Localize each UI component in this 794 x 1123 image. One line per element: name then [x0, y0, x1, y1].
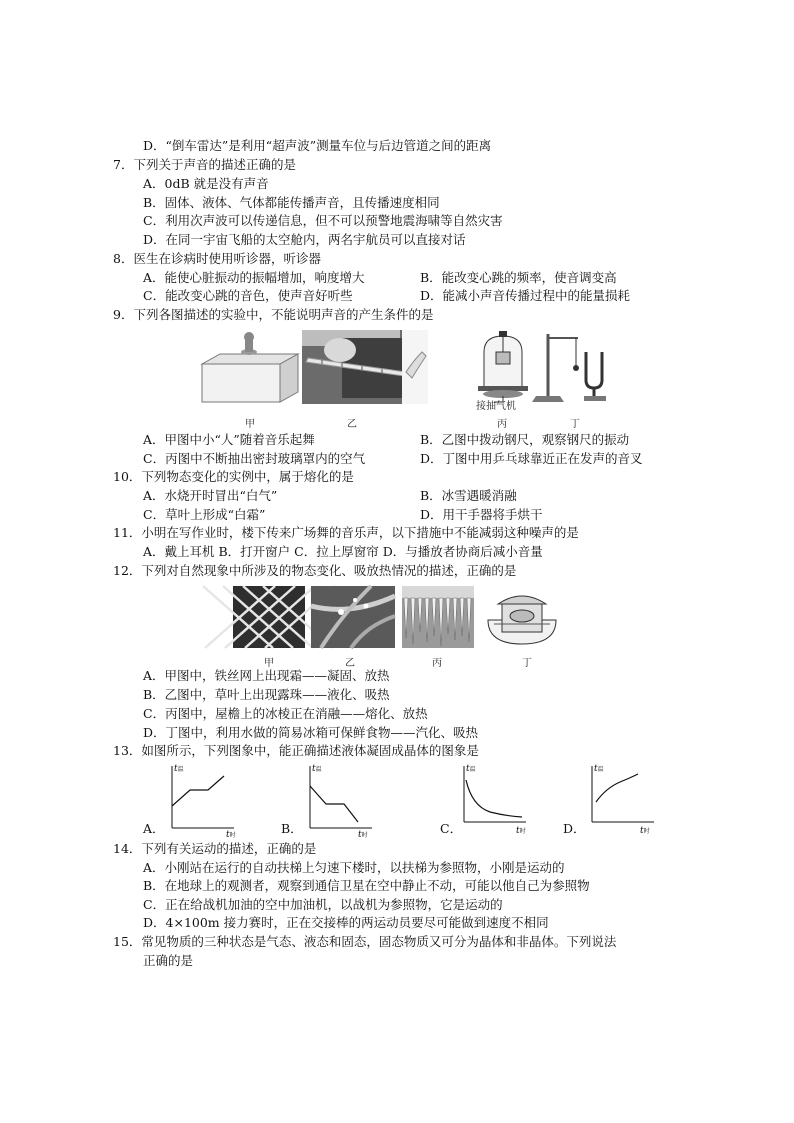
q8-option-d: D．能减小声音传播过程中的能量损耗 — [420, 288, 631, 303]
q14-option-c: C．正在给战机加油的空中加油机，以战机为参照物，它是运动的 — [143, 897, 503, 912]
figure-ding-water-fridge — [484, 586, 560, 648]
q13-stem: 13．如图所示，下列图象中，能正确描述液体凝固成晶体的图象是 — [113, 743, 479, 758]
figure-jia-frost-wire-mesh — [233, 586, 305, 648]
svg-text:t温: t温 — [312, 764, 322, 774]
svg-text:t温: t温 — [174, 764, 184, 774]
svg-text:t温: t温 — [466, 764, 476, 774]
figure-label-ding: 丁 — [570, 419, 580, 430]
q10-option-a: A．水烧开时冒出“白气” — [143, 488, 278, 503]
q10-option-b: B．冰雪遇暖消融 — [420, 488, 517, 503]
graph-b-label: B． — [281, 821, 303, 836]
q8-option-c: C．能改变心跳的音色，使声音好听些 — [143, 288, 353, 303]
svg-text:t时: t时 — [358, 830, 368, 840]
svg-text:t时: t时 — [226, 830, 236, 840]
figure-jia-box-and-figurine — [202, 330, 298, 404]
figure-label-bing: 丙 — [432, 658, 442, 669]
q12-option-a: A．甲图中，铁丝网上出现霜——凝固、放热 — [143, 668, 390, 683]
figure-bing-bell-jar — [474, 330, 532, 404]
graph-c — [460, 762, 532, 834]
figure-bing-icicles — [402, 586, 474, 648]
figure-label-jia: 甲 — [264, 658, 274, 669]
q10-option-d: D．用干手器将手烘干 — [420, 507, 543, 522]
q7-option-d: D．在同一宇宙飞船的太空舱内，两名宇航员可以直接对话 — [143, 232, 466, 247]
q14-stem: 14．下列有关运动的描述，正确的是 — [113, 841, 317, 856]
pump-label: 接抽气机 — [476, 401, 516, 412]
q7-option-c: C．利用次声波可以传递信息，但不可以预警地震海啸等自然灾害 — [143, 213, 503, 228]
q9-option-b: B．乙图中拨动钢尺，观察钢尺的振动 — [420, 432, 630, 447]
graph-c-label: C． — [440, 821, 463, 836]
q12-stem: 12．下列对自然现象中所涉及的物态变化、吸放热情况的描述，正确的是 — [113, 563, 517, 578]
q9-stem: 9．下列各图描述的实验中，不能说明声音的产生条件的是 — [113, 307, 434, 322]
graph-a — [168, 762, 240, 840]
q7-option-a: A．0dB 就是没有声音 — [143, 176, 269, 191]
q8-option-a: A．能使心脏振动的振幅增加，响度增大 — [143, 270, 365, 285]
figure-yi-ruler-on-table — [302, 330, 428, 404]
svg-text:t时: t时 — [640, 826, 650, 836]
graph-d — [588, 762, 660, 834]
figure-label-jia: 甲 — [245, 419, 255, 430]
q9-option-a: A．甲图中小“人”随着音乐起舞 — [143, 432, 315, 447]
q11-options: A．戴上耳机 B．打开窗户 C．拉上厚窗帘 D．与播放者协商后减小音量 — [143, 544, 543, 559]
svg-text:t时: t时 — [516, 826, 526, 836]
q9-option-d: D．丁图中用乒乓球靠近正在发声的音叉 — [420, 451, 643, 466]
q7-stem: 7．下列关于声音的描述正确的是 — [113, 157, 296, 172]
graph-a-label: A． — [143, 821, 165, 836]
q10-stem: 10．下列物态变化的实例中，属于熔化的是 — [113, 469, 354, 484]
graph-d-label: D． — [563, 821, 586, 836]
q15-stem: 15．常见物质的三种状态是气态、液态和固态，固态物质又可分为晶体和非晶体。下列说法 — [113, 934, 617, 949]
q11-stem: 11．小明在写作业时，楼下传来广场舞的音乐声，以下措施中不能减弱这种噪声的是 — [113, 525, 579, 540]
q7-option-b: B．固体、液体、气体都能传播声音，且传播速度相同 — [143, 195, 440, 210]
svg-text:t温: t温 — [594, 764, 604, 774]
q15-stem-cont: 正确的是 — [143, 953, 194, 968]
q10-option-c: C．草叶上形成“白霜” — [143, 507, 266, 522]
figure-yi-dew-on-grass — [311, 586, 395, 648]
q9-option-c: C．丙图中不断抽出密封玻璃罩内的空气 — [143, 451, 366, 466]
q14-option-a: A．小刚站在运行的自动扶梯上匀速下楼时，以扶梯为参照物，小刚是运动的 — [143, 860, 565, 875]
q8-option-b: B．能改变心跳的频率，使音调变高 — [420, 270, 617, 285]
figure-label-yi: 乙 — [347, 419, 357, 430]
q6-option-d: D．“倒车雷达”是利用“超声波”测量车位与后边管道之间的距离 — [143, 138, 492, 153]
q14-option-d: D．4×100m 接力赛时，正在交接棒的两运动员要尽可能做到速度不相同 — [143, 915, 549, 930]
q8-stem: 8．医生在诊病时使用听诊器，听诊器 — [113, 251, 321, 266]
figure-label-yi: 乙 — [345, 658, 355, 669]
q12-option-d: D．丁图中，利用水做的简易冰箱可保鲜食物——汽化、吸热 — [143, 725, 479, 740]
q14-option-b: B．在地球上的观测者，观察到通信卫星在空中静止不动，可能以他自己为参照物 — [143, 878, 590, 893]
figure-label-bing: 丙 — [497, 419, 507, 430]
graph-b — [306, 762, 378, 840]
figure-ding-stand-and-fork — [532, 330, 612, 404]
figure-label-ding: 丁 — [522, 658, 532, 669]
q12-option-b: B．乙图中，草叶上出现露珠——液化、吸热 — [143, 687, 390, 702]
q12-option-c: C．丙图中，屋檐上的冰棱正在消融——熔化、放热 — [143, 706, 428, 721]
